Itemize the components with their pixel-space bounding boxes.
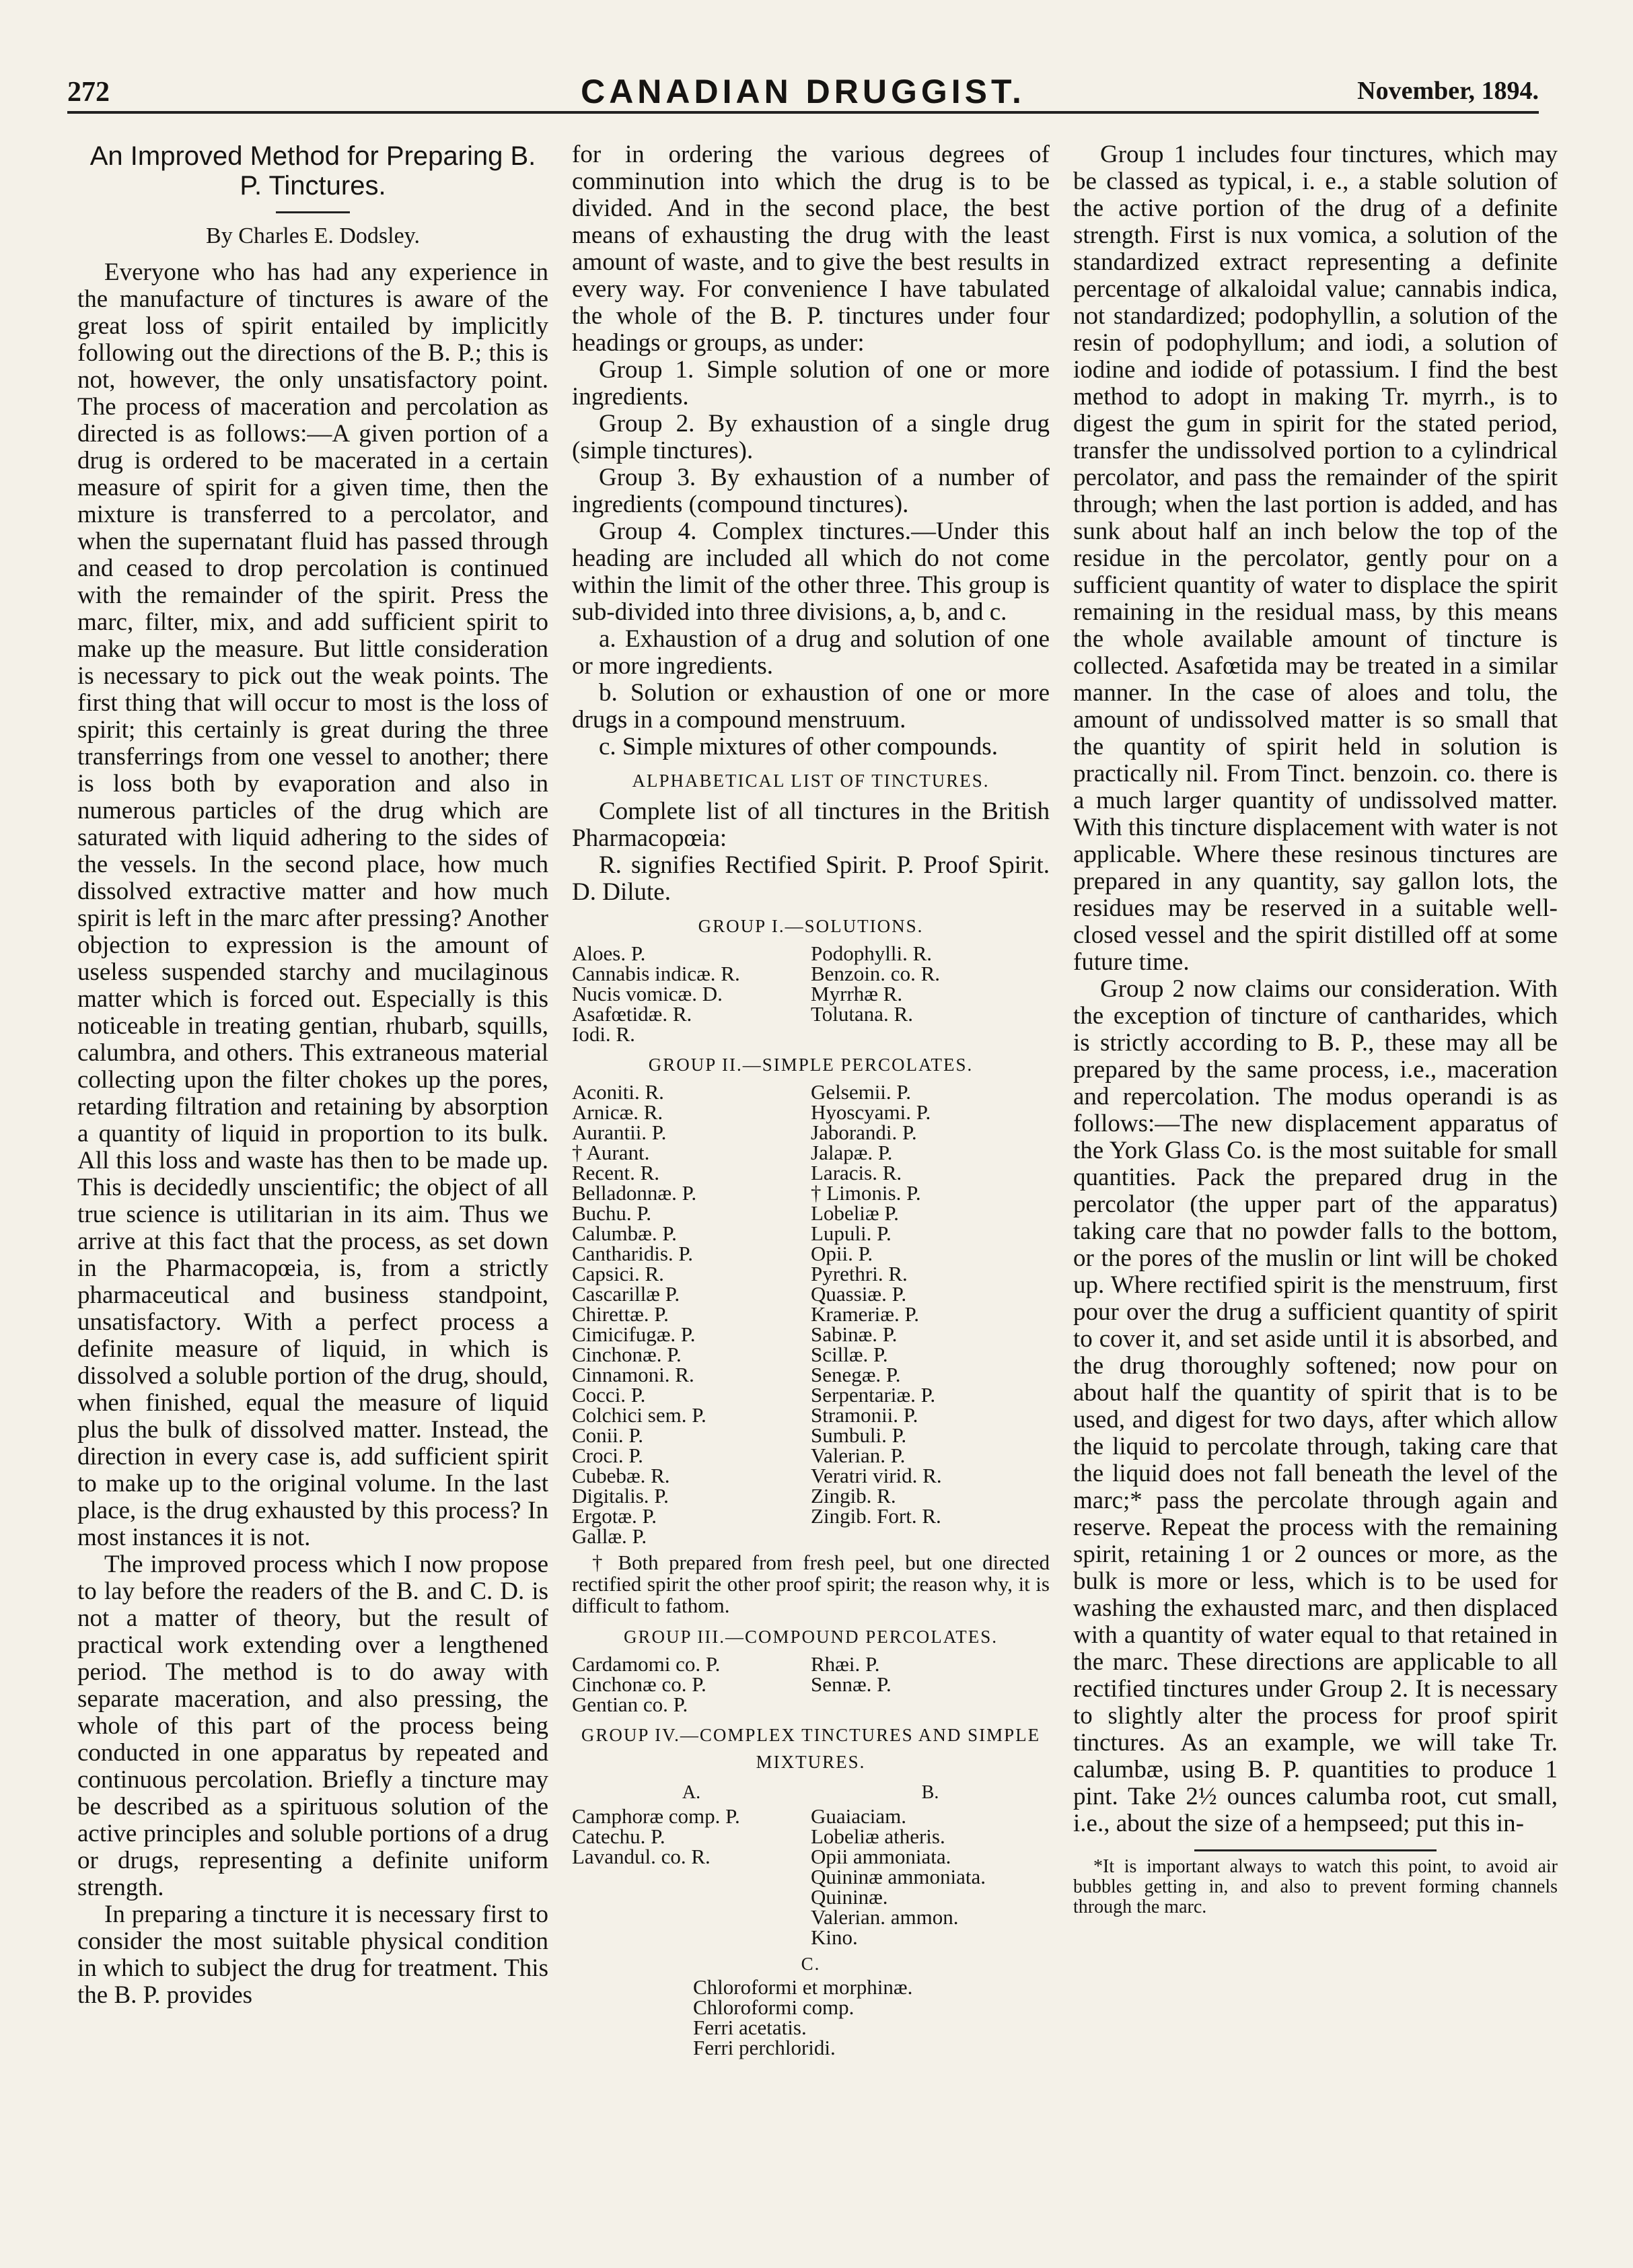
- tincture-entry: Chloroformi et morphinæ.: [693, 1975, 913, 1999]
- tincture-entry: Gallæ. P.: [572, 1524, 647, 1548]
- tincture-entry: Camphoræ comp. P.: [572, 1804, 740, 1828]
- tincture-entry: Belladonnæ. P.: [572, 1181, 697, 1205]
- tincture-entry: Laracis. R.: [811, 1161, 902, 1184]
- paragraph: c. Simple mixtures of other compounds.: [599, 733, 998, 760]
- journal-title: CANADIAN DRUGGIST.: [581, 73, 1025, 110]
- tincture-entry: Valerian. P.: [811, 1444, 906, 1467]
- paragraph: R. signifies Rectified Spirit. P. Proof Spirit. D. Dilute.: [572, 851, 1050, 906]
- tincture-entry: Iodi. R.: [572, 1022, 635, 1046]
- tincture-entry: Sabinæ. P.: [811, 1322, 898, 1346]
- paragraph: Group 2 now claims our consideration. With the exception of tincture of cantharides, which is strictly according to B. P., these may all be prepared by the same process, i.e., maceration and repercolation. The modus operandi is as follows:—The new displacement apparatus of the York Glass Co. is the most suitable for small quantities. Pack the prepared drug in the percolator (the upper part of the apparatus) taking care that no powder falls to the bottom, or the pores of the muslin or lint will be choked up. Where rectified spirit is the menstruum, first pour over the drug a sufficient quantity of spirit to cover it, and set aside until it is absorbed, and the drug thoroughly softened; now pour on about half the quantity of spirit that is to be used, and digest for two days, after which allow the liquid to percolate through, taking care that the liquid does not fall beneath the level of the marc;* pass the percolate through again and reserve. Repeat the process with the remaining spirit, retaining 1 or 2 ounces or more, as the bulk is more or less, which is to be used for washing the exhausted marc, and then displaced with a quantity of water equal to that retained in the marc. These directions are applicable to all rectified tinctures under Group 2. It is necessary to slightly alter the process for proof spirit tinctures. As an example, we will take Tr. calumbæ, using B. P. quantities to produce 1 pint. Take 2½ ounces calumba root, cut small, i.e., about the size of a hempseed; put this in-: [1073, 975, 1558, 1837]
- tincture-entry: Senegæ. P.: [811, 1363, 901, 1386]
- tincture-entry: Arnicæ. R.: [572, 1100, 663, 1124]
- paragraph: a. Exhaustion of a drug and solution of one or more ingredients.: [572, 625, 1050, 680]
- tincture-entry: Jalapæ. P.: [811, 1141, 893, 1164]
- tincture-entry: Croci. P.: [572, 1444, 643, 1467]
- tincture-entry: Cinchonæ. P.: [572, 1343, 682, 1366]
- tincture-entry: Cardamomi co. P.: [572, 1652, 721, 1676]
- tincture-entry: Quassiæ. P.: [811, 1282, 907, 1306]
- tincture-entry: Chloroformi comp.: [693, 1995, 855, 2019]
- tincture-entry: Cascarillæ P.: [572, 1282, 680, 1306]
- alpha-list-heading: ALPHABETICAL LIST OF TINCTURES.: [632, 771, 990, 791]
- tincture-entry: Lavandul. co. R.: [572, 1845, 711, 1868]
- tincture-entry: Pyrethri. R.: [811, 1262, 908, 1285]
- paragraph: Group 1. Simple solution of one or more ingredients.: [572, 356, 1050, 411]
- tincture-entry: Quininæ.: [811, 1885, 888, 1909]
- tincture-entry: Valerian. ammon.: [811, 1905, 959, 1929]
- tincture-entry: † Aurant.: [572, 1141, 650, 1164]
- tincture-entry: Lupuli. P.: [811, 1221, 892, 1245]
- tincture-entry: Opii. P.: [811, 1242, 873, 1265]
- group4-heading: GROUP IV.—COMPLEX TINCTURES AND SIMPLE MIXTURES.: [581, 1725, 1041, 1772]
- tincture-entry: Gelsemii. P.: [811, 1080, 911, 1104]
- group3-heading: GROUP III.—COMPOUND PERCOLATES.: [623, 1627, 999, 1647]
- tincture-entry: Capsici. R.: [572, 1262, 664, 1285]
- tincture-entry: Cocci. P.: [572, 1383, 646, 1407]
- tincture-entry: † Limonis. P.: [811, 1181, 921, 1205]
- tincture-entry: Catechu. P.: [572, 1824, 665, 1848]
- tincture-entry: Gentian co. P.: [572, 1693, 688, 1716]
- footnote: *It is important always to watch this point, to avoid air bubbles getting in, and also to prevent forming channels through the marc.: [1073, 1856, 1558, 1917]
- tincture-entry: Chirettæ. P.: [572, 1302, 669, 1326]
- tincture-entry: Conii. P.: [572, 1423, 643, 1447]
- group4-list: [572, 1806, 1050, 1948]
- tincture-entry: Myrrhæ R.: [811, 982, 903, 1005]
- tincture-entry: Rhæi. P.: [811, 1652, 880, 1676]
- tincture-entry: Cantharidis. P.: [572, 1242, 693, 1265]
- tincture-entry: Asafœtidæ. R.: [572, 1002, 692, 1026]
- tincture-entry: Opii ammoniata.: [811, 1845, 951, 1868]
- issue-date: November, 1894.: [1357, 77, 1539, 105]
- tincture-entry: Cubebæ. R.: [572, 1464, 670, 1487]
- tincture-entry: Scillæ. P.: [811, 1343, 888, 1366]
- tincture-entry: Krameriæ. P.: [811, 1302, 920, 1326]
- tincture-entry: Serpentariæ. P.: [811, 1383, 936, 1407]
- column-3: [1073, 141, 1558, 1917]
- tincture-entry: Guaiaciam.: [811, 1804, 907, 1828]
- tincture-entry: Aurantii. P.: [572, 1121, 667, 1144]
- byline: By Charles E. Dodsley.: [206, 223, 420, 248]
- tincture-entry: Kino.: [811, 1925, 858, 1949]
- group4-c-list: [572, 1977, 1050, 2058]
- tincture-entry: Lobeliæ P.: [811, 1201, 899, 1225]
- tincture-entry: Quininæ ammoniata.: [811, 1865, 986, 1888]
- column-1: [77, 141, 548, 2009]
- tincture-entry: Recent. R.: [572, 1161, 659, 1184]
- tincture-entry: Sumbuli. P.: [811, 1423, 907, 1447]
- title-rule: [276, 211, 350, 213]
- tincture-entry: Jaborandi. P.: [811, 1121, 917, 1144]
- article-title: An Improved Method for Preparing B. P. Tinctures.: [89, 141, 536, 201]
- tincture-entry: Lobeliæ atheris.: [811, 1824, 945, 1848]
- tincture-entry: Aloes. P.: [572, 942, 646, 965]
- group2-list: [572, 1082, 1050, 1547]
- group2-note: † Both prepared from fresh peel, but one directed rectified spirit the other proof spirit; the reason why, it is difficult to fathom.: [572, 1551, 1050, 1617]
- column-2: [572, 141, 1050, 2058]
- page-number: 272: [67, 77, 110, 108]
- tincture-entry: Benzoin. co. R.: [811, 962, 940, 985]
- page-header: [67, 64, 1539, 114]
- tincture-entry: Colchici sem. P.: [572, 1403, 706, 1427]
- group4-c-label: C.: [801, 1954, 821, 1974]
- tincture-entry: Tolutana. R.: [811, 1002, 913, 1026]
- group4-b-label: B.: [921, 1782, 939, 1803]
- paragraph: Group 1 includes four tinctures, which may be classed as typical, i. e., a stable solution of the active portion of the drug of a definite strength. First is nux vomica, a solution of the standardized extract representing a definite percentage of alkaloidal value; cannabis indica, not standardized; podophyllin, a solution of the resin of podophyllum; and iodi, a solution of iodine and iodide of potassium. I find the best method to adopt in making Tr. myrrh., is to digest the gum in spirit for the stated period, transfer the undissolved portion to a cylindrical percolator, and pass the remainder of the spirit through; when the last portion is added, and has sunk about half an inch below the top of the residue in the percolator, gently pour on a sufficient quantity of water to displace the spirit remaining in the residual mass, by this means the whole available amount of tincture is collected. Asafœtida may be treated in a similar manner. In the case of aloes and tolu, the amount of undissolved matter is so small that the quantity of spirit held in solution is practically nil. From Tinct. benzoin. co. there is a much larger quantity of undissolved matter. With this tincture displacement with water is not applicable. Where these resinous tinctures are prepared in any quantity, say gallon lots, the residues may be reserved in a suitable well-closed vessel and the spirit distilled off at some future time.: [1073, 141, 1558, 976]
- tincture-entry: Sennæ. P.: [811, 1672, 892, 1696]
- paragraph: In preparing a tincture it is necessary first to consider the most suitable physical condition in which to subject the drug for treatment. This the B. P. provides: [77, 1901, 548, 2009]
- tincture-entry: Zingib. R.: [811, 1484, 896, 1508]
- tincture-entry: Digitalis. P.: [572, 1484, 669, 1508]
- group2-heading: GROUP II.—SIMPLE PERCOLATES.: [648, 1055, 974, 1075]
- tincture-entry: Stramonii. P.: [811, 1403, 918, 1427]
- tincture-entry: Ferri acetatis.: [693, 2016, 807, 2039]
- group1-list: [572, 944, 1050, 1044]
- tincture-entry: Cimicifugæ. P.: [572, 1322, 696, 1346]
- tincture-entry: Hyoscyami. P.: [811, 1100, 931, 1124]
- tincture-entry: Calumbæ. P.: [572, 1221, 677, 1245]
- paragraph: Group 3. By exhaustion of a number of ingredients (compound tinctures).: [572, 464, 1050, 518]
- paragraph: Group 2. By exhaustion of a single drug (simple tinctures).: [572, 410, 1050, 464]
- paragraph: Complete list of all tinctures in the British Pharmacopœia:: [572, 798, 1050, 852]
- tincture-entry: Podophylli. R.: [811, 942, 933, 965]
- group3-list: [572, 1654, 1050, 1715]
- group4-a-label: A.: [682, 1782, 701, 1803]
- group4-ab-labels: [572, 1779, 1050, 1806]
- tincture-entry: Cannabis indicæ. R.: [572, 962, 740, 985]
- tincture-entry: Buchu. P.: [572, 1201, 651, 1225]
- tincture-entry: Cinchonæ co. P.: [572, 1672, 706, 1696]
- paragraph: Group 4. Complex tinctures.—Under this heading are included all which do not come within the limit of the other three. This group is sub-divided into three divisions, a, b, and c.: [572, 518, 1050, 626]
- paragraph: for in ordering the various degrees of comminution into which the drug is to be divided. And in the second place, the best means of exhausting the drug with the least amount of waste, and to give the best results in every way. For convenience I have tabulated the whole of the B. P. tinctures under four headings or groups, as under:: [572, 141, 1050, 357]
- group1-heading: GROUP I.—SOLUTIONS.: [698, 916, 924, 936]
- tincture-entry: Zingib. Fort. R.: [811, 1504, 941, 1528]
- paragraph: b. Solution or exhaustion of one or more drugs in a compound menstruum.: [572, 679, 1050, 734]
- tincture-entry: Veratri virid. R.: [811, 1464, 942, 1487]
- footnote-rule: [1194, 1849, 1437, 1851]
- tincture-entry: Aconiti. R.: [572, 1080, 664, 1104]
- tincture-entry: Nucis vomicæ. D.: [572, 982, 723, 1005]
- paragraph: The improved process which I now propose to lay before the readers of the B. and C. D. is not a matter of theory, but the result of practical work extending over a lengthened period. The method is to do away with separate maceration, and also pressing, the whole of this part of the process being conducted in one apparatus by repeated and continuous percolation. Briefly a tincture may be described as a spirituous solution of the active principles and soluble portions of a drug or drugs, representing a definite uniform strength.: [77, 1551, 548, 1901]
- tincture-entry: Ergotæ. P.: [572, 1504, 657, 1528]
- tincture-entry: Cinnamoni. R.: [572, 1363, 694, 1386]
- tincture-entry: Ferri perchloridi.: [693, 2036, 836, 2059]
- paragraph: Everyone who has had any experience in the manufacture of tinctures is aware of the great loss of spirit entailed by implicitly following out the directions of the B. P.; this is not, however, the only unsatisfactory point. The process of maceration and percolation as directed is as follows:—A given portion of a drug is ordered to be macerated in a certain measure of spirit for a given time, then the mixture is transferred to a percolator, and when the supernatant fluid has passed through and ceased to drop percolation is continued with the remainder of the spirit. Press the marc, filter, mix, and add sufficient spirit to make up the measure. But little consideration is necessary to pick out the weak points. The first thing that will occur to most is the loss of spirit; this certainly is great during the three transferrings from one vessel to another; there is loss both by evaporation and also in numerous particles of the drug which are saturated with liquid adhering to the sides of the vessels. In the second place, how much dissolved extractive matter and how much spirit is left in the marc after pressing? Another objection to expression is the amount of useless suspended starchy and mucilaginous matter which is forced out. Especially is this noticeable in treating gentian, rhubarb, squills, calumbra, and others. This extraneous material collecting upon the filter chokes up the pores, retarding filtration and retaining by absorption a quantity of liquid in proportion to its bulk. All this loss and waste has then to be made up. This is decidedly unscientific; the object of all true science is utilitarian in its aim. Thus we arrive at this fact that the process, as set down in the Pharmacopœia, is, from a strictly pharmaceutical and business standpoint, unsatisfactory. With a perfect process a definite measure of liquid, in which is dissolved a soluble portion of the drug, should, when finished, equal the measure of liquid plus the bulk of dissolved matter. Instead, the direction in every case is, add sufficient spirit to make up to the original volume. In the last place, is the drug exhausted by this process? In most instances it is not.: [77, 258, 548, 1551]
